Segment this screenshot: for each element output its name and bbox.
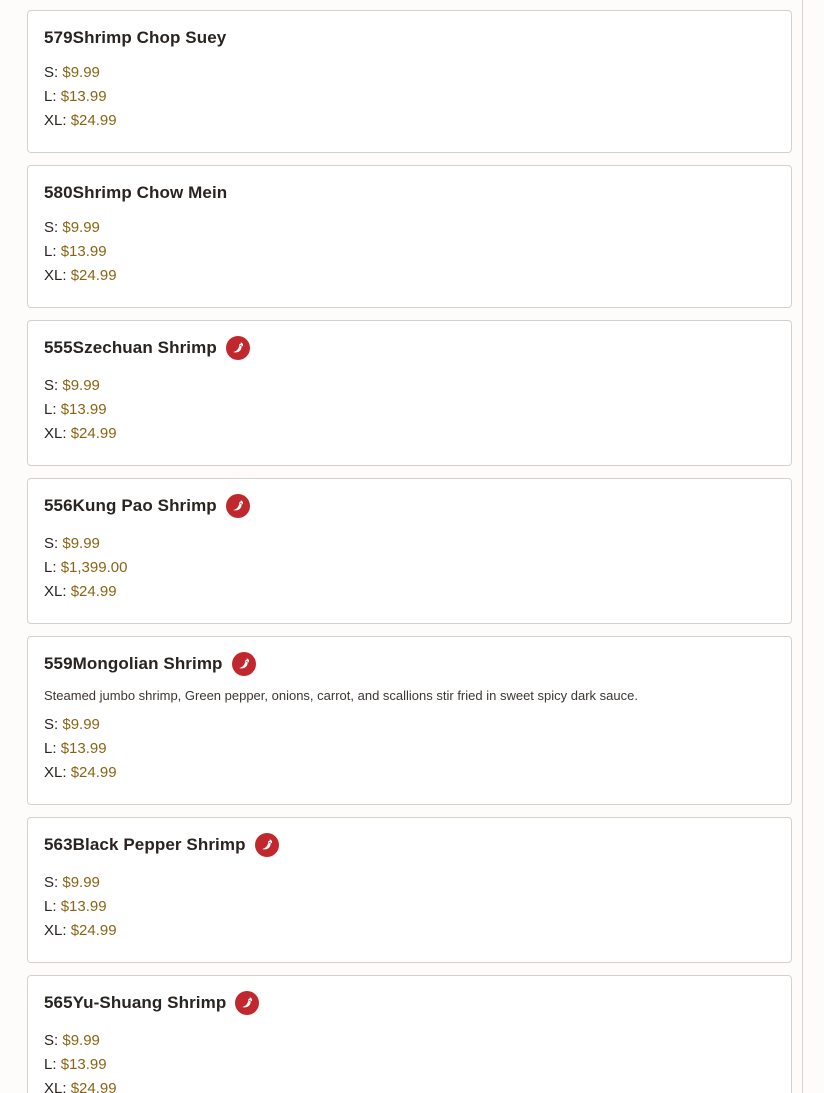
price-row — [44, 737, 775, 761]
item-title-row — [44, 181, 775, 205]
price-row — [44, 374, 775, 398]
price-value: $13.99 — [60, 740, 107, 757]
menu-item-card[interactable] — [27, 165, 792, 308]
size-label: XL: — [44, 112, 67, 129]
item-title-row — [44, 336, 775, 360]
item-name: Shrimp Chow Mein — [72, 183, 228, 202]
price-value: $24.99 — [70, 583, 117, 600]
item-name: Szechuan Shrimp — [72, 338, 217, 357]
menu-item-card[interactable] — [27, 636, 792, 805]
item-title — [44, 183, 227, 203]
price-value: $9.99 — [62, 1032, 100, 1049]
chili-pepper-icon — [235, 991, 259, 1015]
menu-item-card[interactable] — [27, 817, 792, 963]
price-row — [44, 1053, 775, 1077]
item-title — [44, 654, 223, 674]
item-name: Black Pepper Shrimp — [72, 835, 246, 854]
item-title — [44, 993, 226, 1013]
price-value: $9.99 — [62, 64, 100, 81]
item-number: 579 — [44, 28, 73, 47]
menu-item-card[interactable] — [27, 478, 792, 624]
price-list — [44, 216, 775, 288]
size-label: S: — [44, 1032, 59, 1049]
size-label: L: — [44, 740, 57, 757]
item-name: Mongolian Shrimp — [72, 654, 223, 673]
item-title-row — [44, 833, 775, 857]
item-title — [44, 338, 217, 358]
price-value: $1,399.00 — [60, 559, 128, 576]
price-list — [44, 871, 775, 943]
size-label: L: — [44, 88, 57, 105]
price-value: $13.99 — [60, 401, 107, 418]
price-row — [44, 761, 775, 785]
price-row — [44, 422, 775, 446]
price-value: $24.99 — [70, 1080, 117, 1093]
price-row — [44, 240, 775, 264]
size-label: XL: — [44, 583, 67, 600]
size-label: S: — [44, 535, 59, 552]
chili-pepper-icon — [226, 336, 250, 360]
price-value: $13.99 — [60, 243, 107, 260]
size-label: XL: — [44, 267, 67, 284]
chili-pepper-icon — [255, 833, 279, 857]
price-row — [44, 61, 775, 85]
item-title-row — [44, 652, 775, 676]
price-row — [44, 532, 775, 556]
item-name: Kung Pao Shrimp — [72, 496, 217, 515]
price-value: $24.99 — [70, 425, 117, 442]
price-row — [44, 85, 775, 109]
size-label: S: — [44, 219, 59, 236]
price-value: $9.99 — [62, 716, 100, 733]
price-row — [44, 895, 775, 919]
price-value: $9.99 — [62, 219, 100, 236]
price-list — [44, 713, 775, 785]
price-value: $24.99 — [70, 112, 117, 129]
size-label: S: — [44, 874, 59, 891]
size-label: XL: — [44, 764, 67, 781]
price-value: $9.99 — [62, 874, 100, 891]
menu-item-card[interactable] — [27, 320, 792, 466]
chili-pepper-icon — [226, 494, 250, 518]
item-description: Steamed jumbo shrimp, Green pepper, onions, carrot, and scallions stir fried in sweet spicy dark sauce. — [44, 688, 638, 703]
size-label: L: — [44, 898, 57, 915]
price-value: $13.99 — [60, 1056, 107, 1073]
price-value: $9.99 — [62, 535, 100, 552]
item-name: Yu-Shuang Shrimp — [72, 993, 227, 1012]
price-row — [44, 109, 775, 133]
item-title — [44, 28, 226, 48]
price-row — [44, 580, 775, 604]
menu-item-list — [27, 10, 792, 1093]
price-value: $24.99 — [70, 764, 117, 781]
item-title-row — [44, 26, 775, 50]
size-label: XL: — [44, 1080, 67, 1093]
price-list — [44, 374, 775, 446]
chili-pepper-icon — [232, 652, 256, 676]
item-number: 559 — [44, 654, 73, 673]
item-title-row — [44, 991, 775, 1015]
price-list — [44, 61, 775, 133]
price-value: $13.99 — [60, 898, 107, 915]
size-label: L: — [44, 1056, 57, 1073]
item-number: 555 — [44, 338, 73, 357]
price-list — [44, 532, 775, 604]
menu-item-card[interactable] — [27, 10, 792, 153]
price-row — [44, 216, 775, 240]
item-number: 565 — [44, 993, 73, 1012]
size-label: S: — [44, 64, 59, 81]
price-value: $24.99 — [70, 267, 117, 284]
size-label: XL: — [44, 425, 67, 442]
price-value: $24.99 — [70, 922, 117, 939]
size-label: S: — [44, 716, 59, 733]
size-label: L: — [44, 243, 57, 260]
size-label: XL: — [44, 922, 67, 939]
size-label: L: — [44, 401, 57, 418]
item-title — [44, 496, 217, 516]
price-row — [44, 871, 775, 895]
price-row — [44, 713, 775, 737]
price-row — [44, 556, 775, 580]
item-number: 556 — [44, 496, 73, 515]
price-row — [44, 1077, 775, 1093]
price-row — [44, 919, 775, 943]
price-row — [44, 398, 775, 422]
menu-item-card[interactable] — [27, 975, 792, 1093]
scroll-divider — [802, 0, 803, 1093]
item-number: 563 — [44, 835, 73, 854]
price-value: $13.99 — [60, 88, 107, 105]
item-title — [44, 835, 246, 855]
price-row — [44, 264, 775, 288]
size-label: S: — [44, 377, 59, 394]
price-row — [44, 1029, 775, 1053]
item-title-row — [44, 494, 775, 518]
item-number: 580 — [44, 183, 73, 202]
size-label: L: — [44, 559, 57, 576]
price-value: $9.99 — [62, 377, 100, 394]
price-list — [44, 1029, 775, 1093]
item-name: Shrimp Chop Suey — [72, 28, 227, 47]
